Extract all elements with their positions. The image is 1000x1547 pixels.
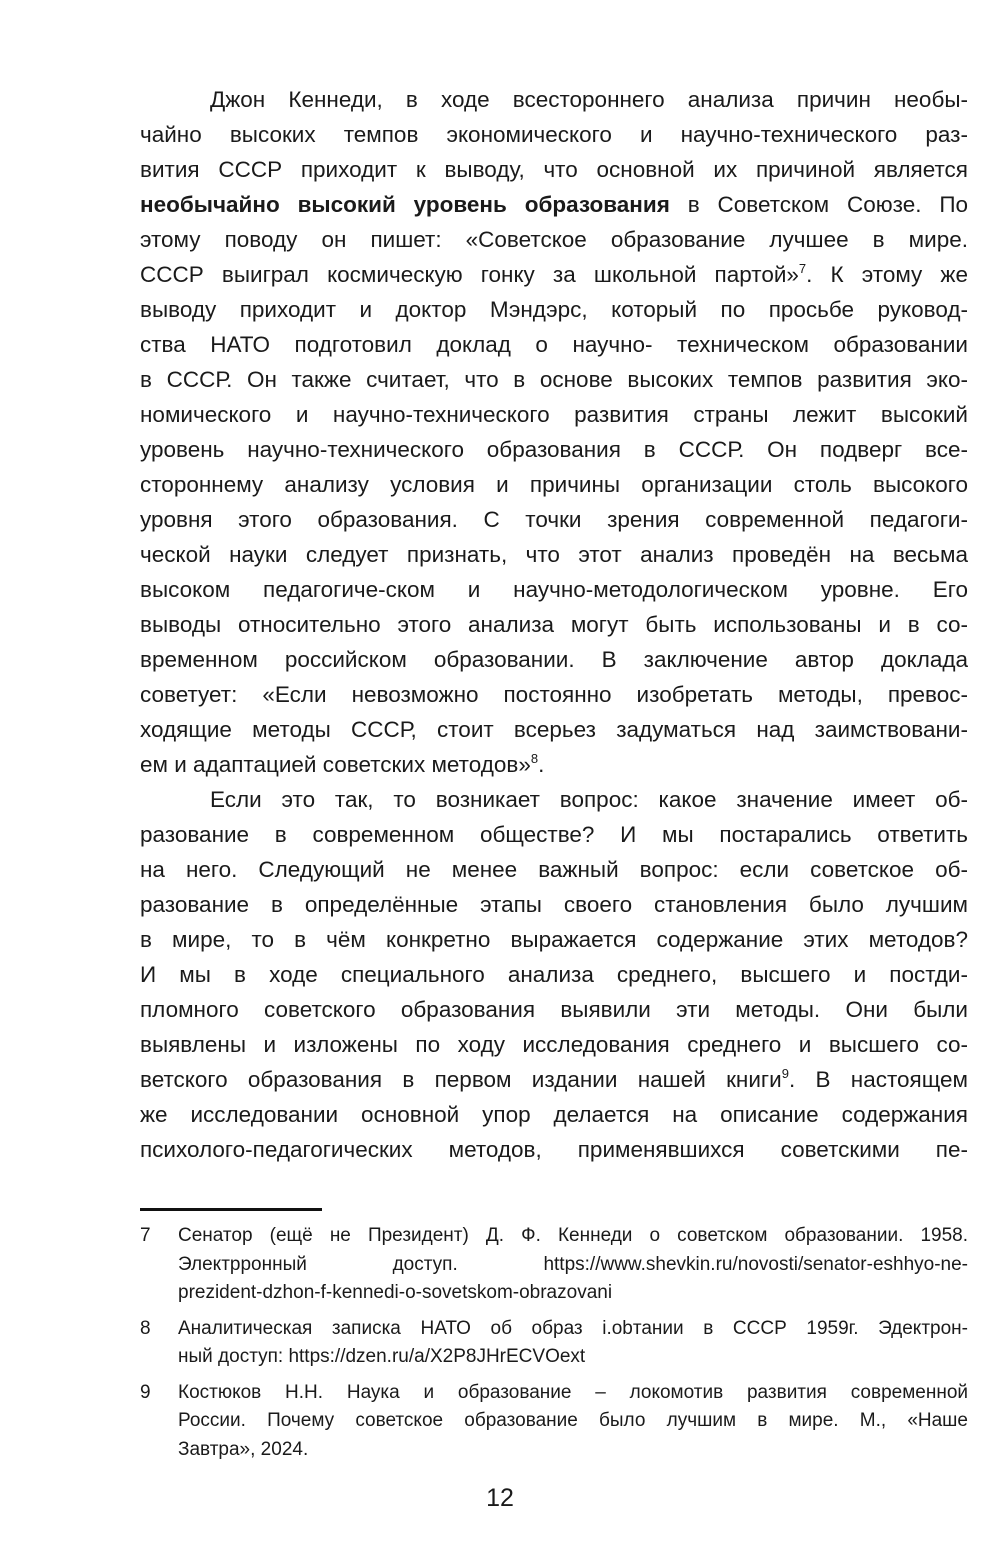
text-line bbox=[140, 607, 968, 642]
text-segment: пломного советского образования выявили эти методы. Они были bbox=[140, 997, 968, 1022]
text-line bbox=[140, 992, 968, 1027]
footnote-ref: 7 bbox=[798, 261, 807, 276]
text-line bbox=[140, 362, 968, 397]
footnote bbox=[140, 1222, 968, 1308]
text-line bbox=[140, 922, 968, 957]
text-segment: выводу приходит и доктор Мэндэрс, который по просьбе руковод- bbox=[140, 297, 968, 322]
text-line bbox=[140, 257, 968, 292]
text-line bbox=[140, 1097, 968, 1132]
text-segment: уровень научно-технического образования в СССР. Он подверг все- bbox=[140, 437, 968, 462]
footnote-line: Электрронный доступ. https://www.shevkin.ru/novosti/senator-eshhyo-ne- bbox=[178, 1253, 968, 1275]
text-segment: Если это так, то возникает вопрос: какое значение имеет об- bbox=[210, 787, 968, 812]
footnote bbox=[140, 1379, 968, 1465]
text-line bbox=[140, 397, 968, 432]
text-line bbox=[140, 537, 968, 572]
text-segment: в СССР. Он также считает, что в основе высоких темпов развития эко- bbox=[140, 367, 968, 392]
text-segment: СССР выиграл космическую гонку за школьной партой» bbox=[140, 262, 799, 287]
text-line bbox=[140, 1062, 968, 1097]
text-line bbox=[140, 187, 968, 222]
text-segment: чайно высоких темпов экономического и научно-технического раз- bbox=[140, 122, 968, 147]
text-segment: же исследовании основной упор делается на описание содержания bbox=[140, 1102, 968, 1127]
text-segment: ветского образования в первом издании нашей книги bbox=[140, 1067, 782, 1092]
text-line bbox=[140, 957, 968, 992]
text-segment: в мире, то в чём конкретно выражается содержание этих методов? bbox=[140, 927, 968, 952]
footnote-line: prezident-dzhon-f-kennedi-o-sovetskom-obrazovani bbox=[178, 1282, 613, 1303]
text-segment: ем и адаптацией советских методов» bbox=[140, 752, 531, 777]
text-segment: Джон Кеннеди, в ходе всестороннего анализа причин необы- bbox=[210, 87, 968, 112]
text-segment: стороннему анализу условия и причины организации столь высокого bbox=[140, 472, 968, 497]
footnote-line: Завтра», 2024. bbox=[178, 1438, 309, 1460]
text-line bbox=[140, 1132, 968, 1167]
text-segment: вития СССР приходит к выводу, что основной их причиной является bbox=[140, 157, 968, 182]
footnote-line: ный доступ: https://dzen.ru/a/X2P8JHrECVOext bbox=[178, 1346, 586, 1367]
text-segment: разование в современном обществе? И мы постарались ответить bbox=[140, 822, 968, 847]
text-line bbox=[140, 327, 968, 362]
text-segment: ческой науки следует признать, что этот анализ проведён на весьма bbox=[140, 542, 968, 567]
text-segment: разование в определённые этапы своего становления было лучшим bbox=[140, 892, 968, 917]
text-line bbox=[140, 117, 968, 152]
text-line bbox=[140, 82, 968, 117]
footnote-line: России. Почему советское образование было лучшим в мире. М., «Наше bbox=[178, 1410, 968, 1431]
text-line bbox=[140, 852, 968, 887]
text-line bbox=[140, 502, 968, 537]
text-segment: на него. Следующий не менее важный вопрос: если советское об- bbox=[140, 857, 968, 882]
text-line bbox=[140, 222, 968, 257]
text-segment: . В настоящем bbox=[788, 1067, 968, 1092]
footnote-line: Сенатор (ещё не Президент) Д. Ф. Кеннеди о советском образовании. 1958. bbox=[178, 1225, 968, 1246]
text-segment: этому поводу он пишет: «Советское образование лучшее в мире. bbox=[140, 227, 968, 252]
footnote bbox=[140, 1315, 968, 1372]
text-line bbox=[140, 642, 968, 677]
footnotes bbox=[140, 1222, 968, 1471]
footnote-number: 8 bbox=[140, 1317, 151, 1339]
text-segment: И мы в ходе специального анализа среднего, высшего и постди- bbox=[140, 962, 968, 987]
footnote-ref: 8 bbox=[530, 751, 539, 766]
text-line bbox=[140, 782, 968, 817]
main-text bbox=[140, 82, 968, 1167]
text-segment: выводы относительно этого анализа могут быть использованы и в со- bbox=[140, 612, 968, 637]
text-segment: временном российском образовании. В заключение автор доклада bbox=[140, 647, 968, 672]
text-line bbox=[140, 677, 968, 712]
text-line bbox=[140, 712, 968, 747]
page-number: 12 bbox=[486, 1484, 514, 1512]
bold-text: необычайно высокий уровень образования bbox=[140, 192, 670, 217]
text-line bbox=[140, 887, 968, 922]
text-line bbox=[140, 467, 968, 502]
footnote-ref: 9 bbox=[781, 1066, 789, 1081]
footnote-number: 9 bbox=[140, 1381, 151, 1403]
text-segment: ходящие методы СССР, стоит всерьез задуматься над заимствовани- bbox=[140, 717, 968, 742]
text-line bbox=[140, 432, 968, 467]
text-segment: уровня этого образования. С точки зрения современной педагоги- bbox=[140, 507, 968, 532]
text-line bbox=[140, 292, 968, 327]
text-segment: советует: «Если невозможно постоянно изобретать методы, превос- bbox=[140, 682, 968, 707]
text-line bbox=[140, 747, 968, 782]
text-line bbox=[140, 1027, 968, 1062]
text-segment: ства НАТО подготовил доклад о научно- техническом образовании bbox=[140, 332, 968, 357]
text-line bbox=[140, 152, 968, 187]
text-segment: психолого-педагогических методов, применявшихся советскими пе- bbox=[140, 1137, 968, 1162]
footnote-number: 7 bbox=[140, 1225, 151, 1246]
text-segment: . bbox=[538, 752, 545, 777]
footnote-line: Аналитическая записка НАТО об образ i.obтании в СССР 1959г. Эдектрон- bbox=[178, 1317, 968, 1339]
text-segment: высоком педагогиче-ском и научно-методологическом уровне. Его bbox=[140, 577, 968, 602]
text-line bbox=[140, 572, 968, 607]
footnote-separator bbox=[140, 1208, 322, 1211]
text-segment: номического и научно-технического развития страны лежит высокий bbox=[140, 402, 968, 427]
text-segment: выявлены и изложены по ходу исследования среднего и высшего со- bbox=[140, 1032, 968, 1057]
footnote-line: Костюков Н.Н. Наука и образование – локомотив развития современной bbox=[178, 1381, 968, 1403]
text-segment: в Советском Союзе. По bbox=[669, 192, 969, 217]
text-line bbox=[140, 817, 968, 852]
text-segment: . К этому же bbox=[806, 262, 968, 287]
